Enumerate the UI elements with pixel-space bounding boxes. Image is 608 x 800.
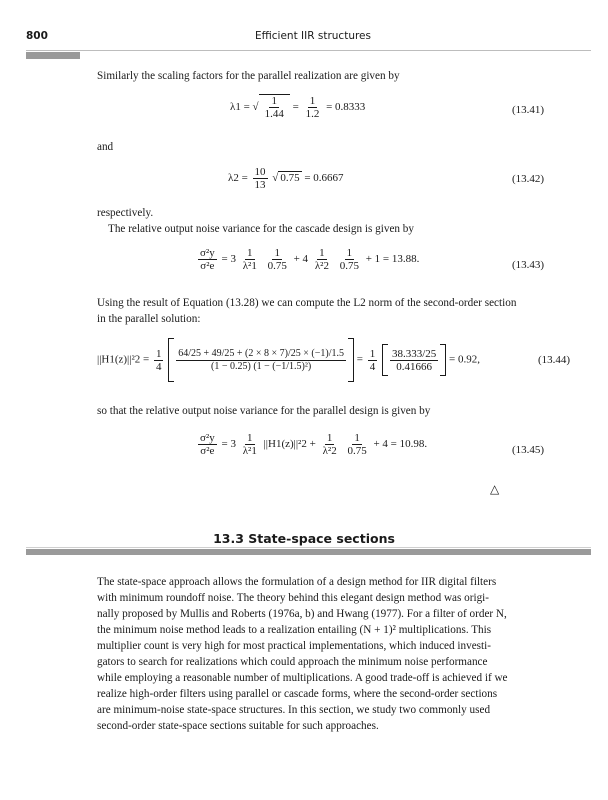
sqrt-symbol: √ — [252, 101, 259, 114]
eq-op: ||H1(z)||²2 + — [263, 438, 316, 451]
eq-den: 4 — [155, 360, 162, 373]
running-title: Efficient IIR structures — [255, 30, 371, 42]
paragraph: The relative output noise variance for the cascade design is given by — [108, 223, 414, 235]
paragraph: so that the relative output noise variance for the parallel design is given by — [97, 405, 431, 417]
equation-13-45 — [196, 432, 427, 457]
section-body — [97, 574, 517, 734]
eq-lhs: ||H1(z)||²2 = — [97, 353, 150, 366]
bracket — [348, 338, 354, 382]
eq-den: 1.44 — [264, 108, 284, 120]
section-title: 13.3 State-space sections — [213, 531, 395, 546]
eq-num: 10 — [254, 166, 266, 178]
body-line: The state-space approach allows the formulation of a design method for IIR digital filters — [97, 576, 497, 588]
eq-num: σ²y — [200, 432, 215, 444]
eq-rhs: + 1 = 13.88. — [365, 253, 420, 266]
equation-13-42 — [228, 166, 344, 191]
body-line: the minimum noise method leads to a realization entailing (N + 1)² multiplications. This — [97, 624, 492, 636]
paragraph: respectively. — [97, 207, 154, 219]
eq-num: 1 — [274, 247, 280, 259]
paragraph: and — [97, 141, 114, 153]
body-line: realize high-order filters using parallel or cascade forms, where the second-order sections — [97, 688, 498, 700]
equation-number: (13.42) — [512, 173, 545, 185]
equation-number: (13.45) — [512, 444, 545, 456]
body-line: with minimum roundoff noise. The theory behind this elegant design method was origi- — [97, 592, 490, 604]
eq-op: = 3 — [221, 438, 236, 451]
eq-rhs: + 4 = 10.98. — [373, 438, 428, 451]
equation-number: (13.41) — [512, 104, 545, 116]
eq-den: λ²2 — [314, 260, 329, 272]
eq-den: 13 — [254, 179, 266, 191]
eq-num: 1 — [309, 95, 316, 107]
equation-13-41 — [230, 94, 365, 120]
eq-den: 0.75 — [339, 260, 359, 272]
eq-rhs: = 0.6667 — [304, 172, 344, 185]
eq-num: 1 — [369, 347, 376, 360]
body-line: while employing a reasonable number of multiplications. A good trade-off is achieved if we — [97, 672, 508, 684]
eq-den: 0.75 — [267, 260, 287, 272]
section-rule — [26, 547, 591, 548]
eq-op: + 4 — [293, 253, 309, 266]
eq-den: σ²e — [200, 260, 215, 272]
eq-num: σ²y — [200, 247, 215, 259]
eq-den: λ²1 — [242, 260, 257, 272]
eq-num: 1 — [155, 347, 162, 360]
body-line: gators to search for realizations which could approach the minimum noise performance — [97, 656, 488, 668]
eq-num: 1 — [354, 432, 360, 444]
header-bar — [26, 52, 80, 59]
body-line: multiplier count is very high for most practical implementations, which induced investi- — [97, 640, 491, 652]
bracket — [382, 344, 388, 376]
eq-num: 64/25 + 49/25 + (2 × 8 × 7)/25 × (−1)/1.5 — [178, 347, 344, 359]
eq-op: = — [292, 101, 299, 114]
eq-num: 1 — [319, 247, 325, 259]
eq-den: 4 — [369, 360, 376, 373]
section-bar — [26, 549, 591, 555]
eq-num: 38.333/25 — [391, 347, 437, 360]
body-line: nally proposed by Mullis and Roberts (1976a, b) and Hwang (1977). For a filter of order N, — [97, 608, 507, 620]
bracket — [168, 338, 174, 382]
eq-rhs: = 0.92, — [449, 353, 480, 366]
eq-rhs: = 0.8333 — [326, 101, 366, 114]
eq-den: σ²e — [200, 445, 215, 457]
eq-op: = — [356, 353, 363, 366]
page-number: 800 — [26, 30, 48, 42]
eq-num: 1 — [247, 432, 253, 444]
eq-den: (1 − 0.25) (1 − (−1/1.5)²) — [211, 360, 312, 372]
eq-lhs: λ2 = — [228, 172, 248, 185]
eq-num: 1 — [326, 432, 333, 444]
eq-op: = 3 — [221, 253, 236, 266]
equation-13-43 — [196, 247, 419, 272]
eq-den: λ²2 — [322, 445, 337, 457]
eq-num: 1 — [346, 247, 353, 259]
eq-num: 1 — [247, 247, 253, 259]
equation-number: (13.44) — [538, 354, 571, 366]
sqrt-symbol: √ — [272, 172, 279, 185]
eq-den: 1.2 — [305, 108, 320, 120]
paragraph: Similarly the scaling factors for the parallel realization are given by — [97, 70, 400, 82]
eq-lhs: λ1 = — [230, 101, 250, 114]
end-of-example-mark: △ — [490, 482, 500, 496]
equation-13-44 — [97, 338, 480, 382]
paragraph: Using the result of Equation (13.28) we can compute the L2 norm of the second-order section in the parallel solution: — [97, 297, 517, 325]
eq-den: 0.41666 — [396, 360, 432, 373]
matrix — [382, 344, 446, 376]
equation-number: (13.43) — [512, 259, 545, 271]
eq-sqrt-arg: 0.75 — [280, 172, 300, 185]
body-line: second-order state-space sections suitable for such approaches. — [97, 720, 379, 732]
matrix — [168, 338, 354, 382]
bracket — [440, 344, 446, 376]
header-rule — [26, 50, 591, 51]
eq-num: 1 — [271, 95, 277, 107]
body-line: are minimum-noise state-space structures. In this section, we study two commonly used — [97, 704, 491, 716]
eq-den: 0.75 — [347, 445, 367, 457]
eq-den: λ²1 — [242, 445, 257, 457]
